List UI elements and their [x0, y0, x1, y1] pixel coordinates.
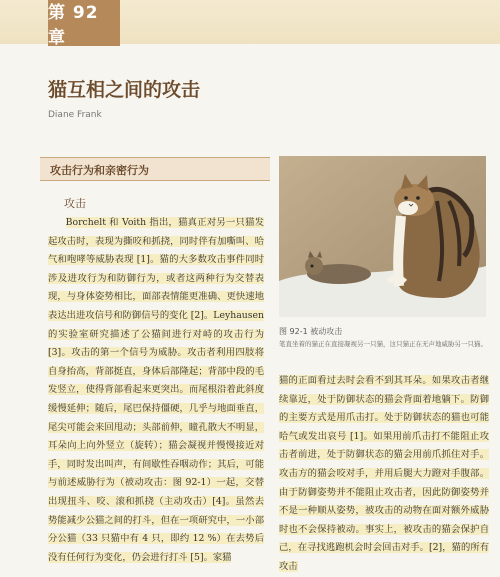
section-heading [40, 157, 270, 181]
figure-title: 图 92-1 被动攻击 [279, 327, 343, 336]
author-name: Diane Frank [48, 110, 102, 120]
cats-photo-illustration [279, 156, 486, 317]
chapter-title: 猫互相之间的攻击 [48, 79, 201, 101]
figure-photo [279, 156, 486, 317]
subsection-heading: 攻击 [64, 197, 86, 210]
chapter-label: 第 92 章 [48, 0, 120, 46]
section-title: 攻击行为和亲密行为 [50, 164, 149, 177]
body-column-right [279, 372, 489, 577]
body-paragraph: Borchelt 和 Voith 指出，猫真正对另一只猫发起攻击时，表现为撕咬和抓挠，同时伴有加嘶叫、哈气和咆哮等威胁表现 [1]。猫的大多数攻击事件同时涉及进攻行为和防御行为，或者这两种行为交替表现，与身体姿势相比，面部表情能更准确、更快速地表达出进攻信号和防御信号的变化 [2]。Leyhausen 的实验室研究描述了公猫间进行对峙的攻击行为 [3]。攻击的第一个信号为威胁。攻击者利用四肢将自身抬高，背部挺直，身体后部隆起；背部中段的毛发竖立，使得背部看起来更突出。而尾根沿着此斜度缓慢延伸；随后，尾巴保持僵硬，几乎与地面垂直，尾尖可能会来回甩动；头部前伸，瞳孔散大不明显，耳朵向上向外竖立（旋转）；猫会凝视并慢慢接近对手，同时发出叫声，有间歇性吞咽动作；其后，可能与前述威胁行为（被动攻击：图 92-1）一起，交替出现扭斗、咬、滚和抓挠（主动攻击）[4]。虽然去势能减少公猫之间的打斗，但在一项研究中，一小部分公猫（33 只猫中有 4 只，即约 12 %）在去势后没有任何行为变化，仍会进行打斗 [5]。家猫 [48, 217, 264, 563]
body-column-left [48, 214, 264, 567]
figure-caption: 笔直坐着的猫正在直接凝视另一只猫，这只猫正在无声地威胁另一只猫。 [279, 340, 487, 348]
body-paragraph-continued: 猫的正面看过去时会看不到其耳朵。如果攻击者继续靠近，处于防御状态的猫会背面着地躺下。防御的主要方式是用爪击打。处于防御状态的猫也可能哈气或发出哀号 [1]。如果用前爪击打不能阻止攻击者前进，处于防御状态的猫会用前爪抓住对手。攻击方的猫会咬对手，并用后腿大力蹬对手腹部。由于防御姿势并不能阻止攻击者，因此防御姿势并不是一种顺从姿势，被攻击的动物在面对额外威胁时也不会保持被动。事实上，被攻击的猫会保护自己，在寻找逃跑机会时会回击对手。[2]，猫的所有攻击 [279, 375, 489, 572]
